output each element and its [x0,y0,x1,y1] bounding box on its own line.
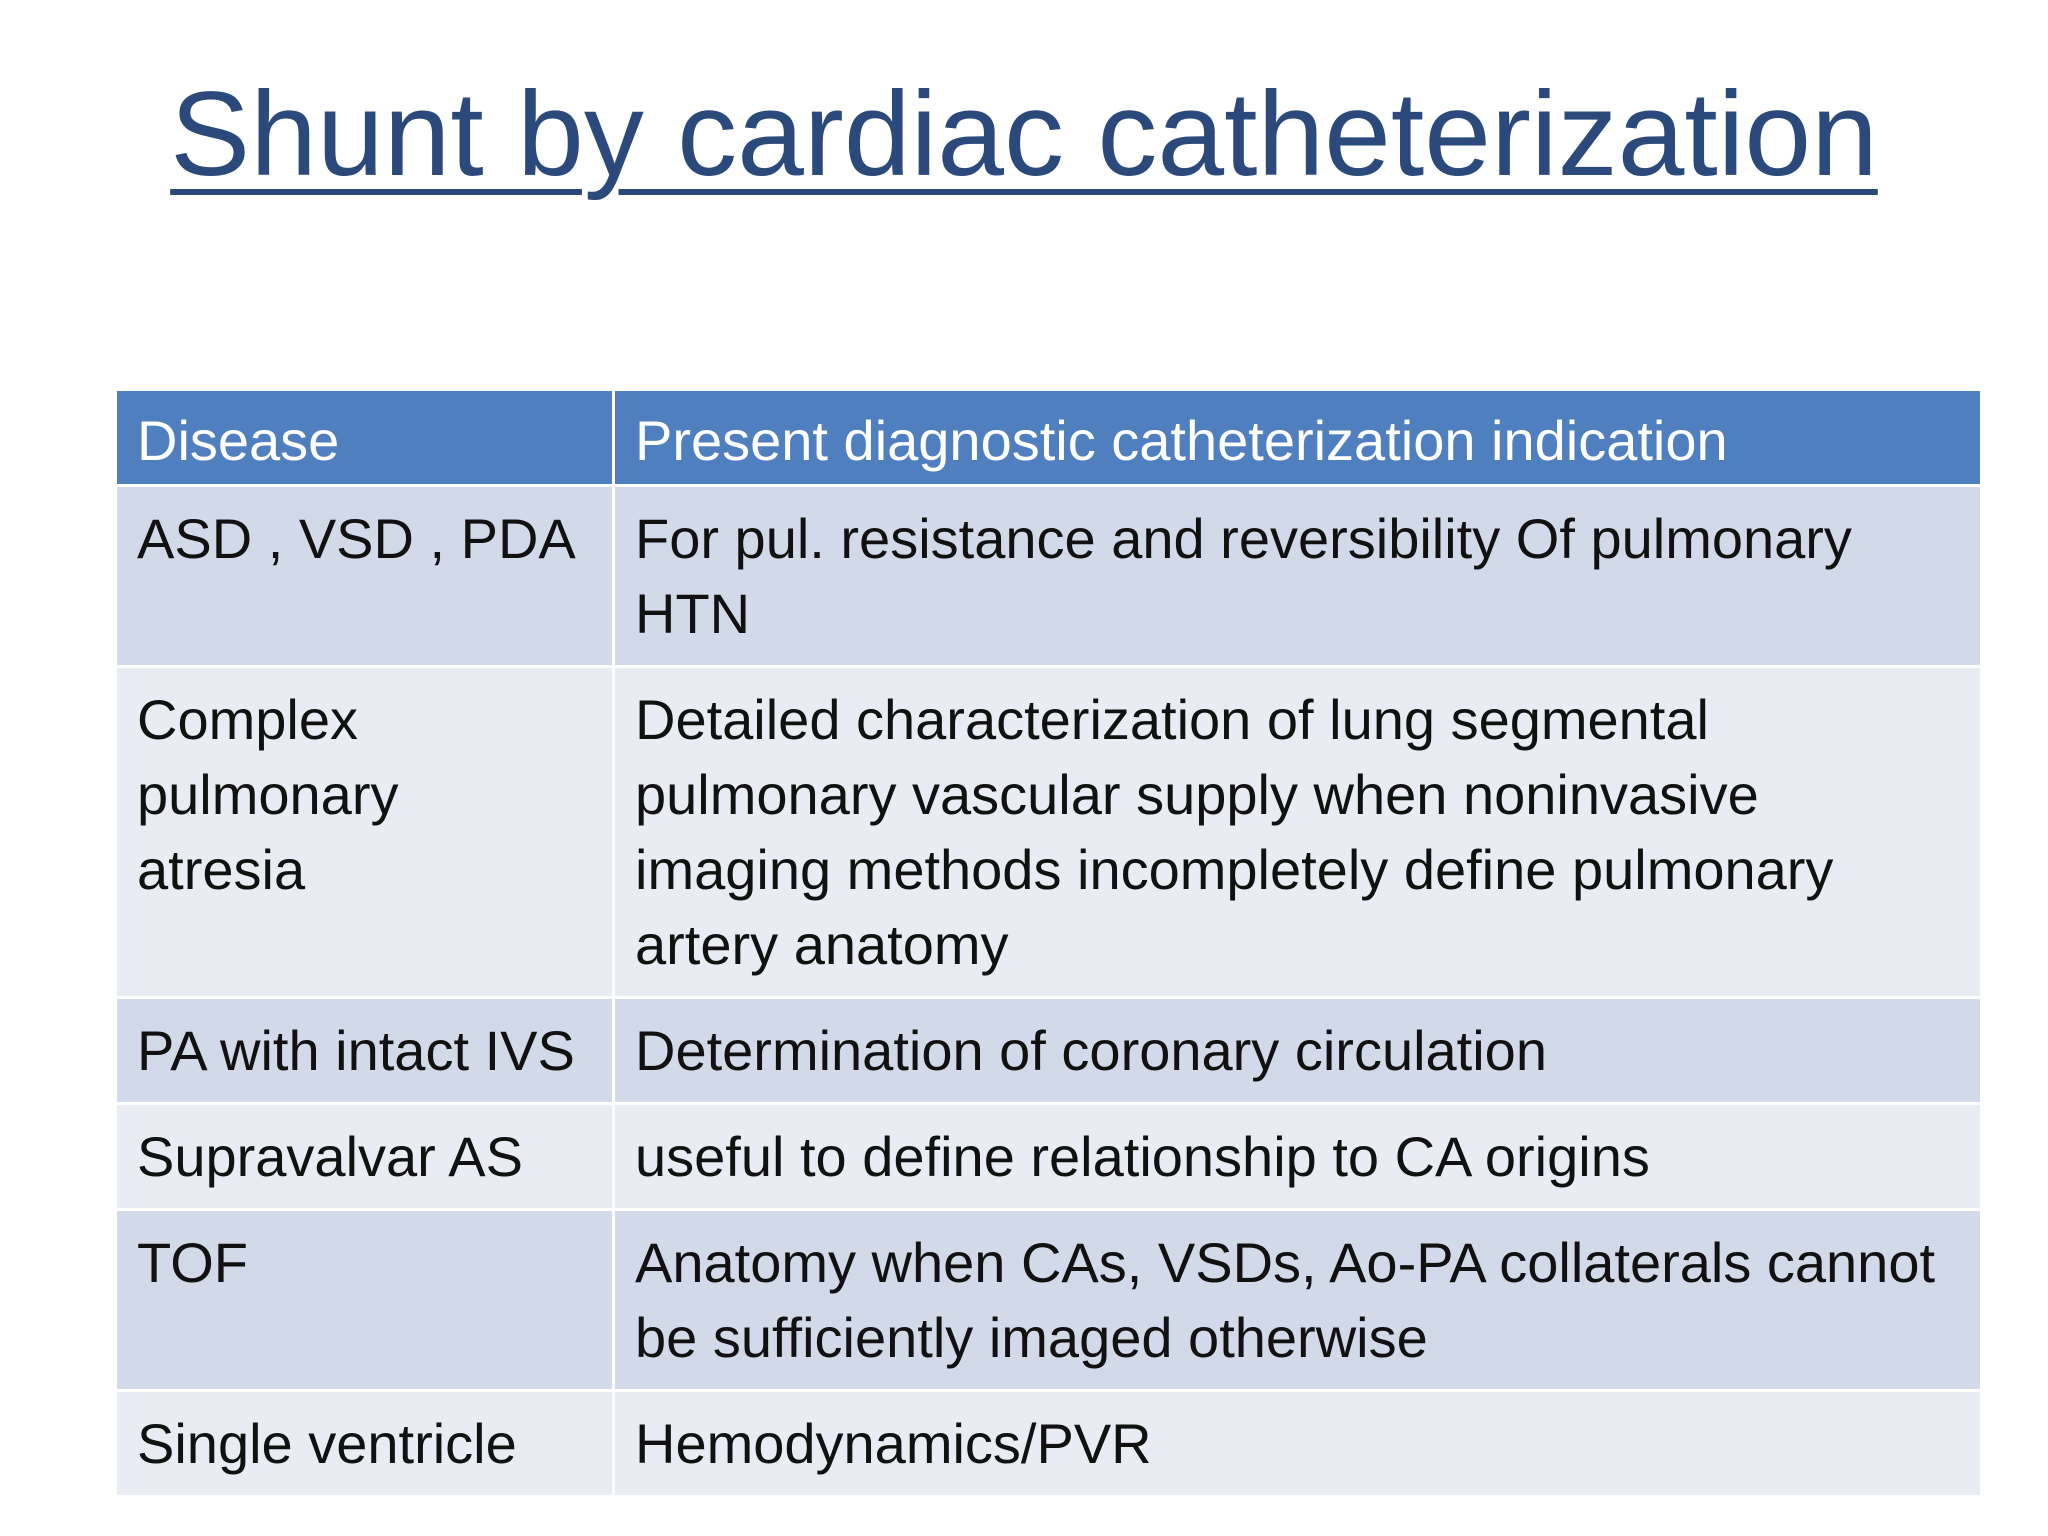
indication-table-container [114,388,1980,1498]
table-row [116,1104,1982,1210]
table-header-row [116,390,1982,486]
header-indication: Present diagnostic catheterization indication [614,390,1982,486]
indication-cell: Determination of coronary circulation [614,998,1982,1104]
table-row [116,1391,1982,1497]
indication-table [114,388,1983,1498]
table-row [116,998,1982,1104]
indication-cell: Anatomy when CAs, VSDs, Ao-PA collaterals cannot be sufficiently imaged otherwise [614,1210,1982,1391]
indication-cell: For pul. resistance and reversibility Of pulmonary HTN [614,486,1982,667]
table-row [116,1210,1982,1391]
indication-cell: Hemodynamics/PVR [614,1391,1982,1497]
disease-cell: ASD , VSD , PDA [116,486,614,667]
table-row [116,486,1982,667]
indication-cell: Detailed characterization of lung segmental pulmonary vascular supply when noninvasive imaging methods incompletely define pulmonary artery anatomy [614,667,1982,998]
slide-title: Shunt by cardiac catheterization [170,67,1878,201]
disease-cell: TOF [116,1210,614,1391]
table-row [116,667,1982,998]
disease-cell: Complex pulmonary atresia [116,667,614,998]
disease-cell: Supravalvar AS [116,1104,614,1210]
header-disease: Disease [116,390,614,486]
disease-cell: Single ventricle [116,1391,614,1497]
disease-cell: PA with intact IVS [116,998,614,1104]
indication-cell: useful to define relationship to CA origins [614,1104,1982,1210]
